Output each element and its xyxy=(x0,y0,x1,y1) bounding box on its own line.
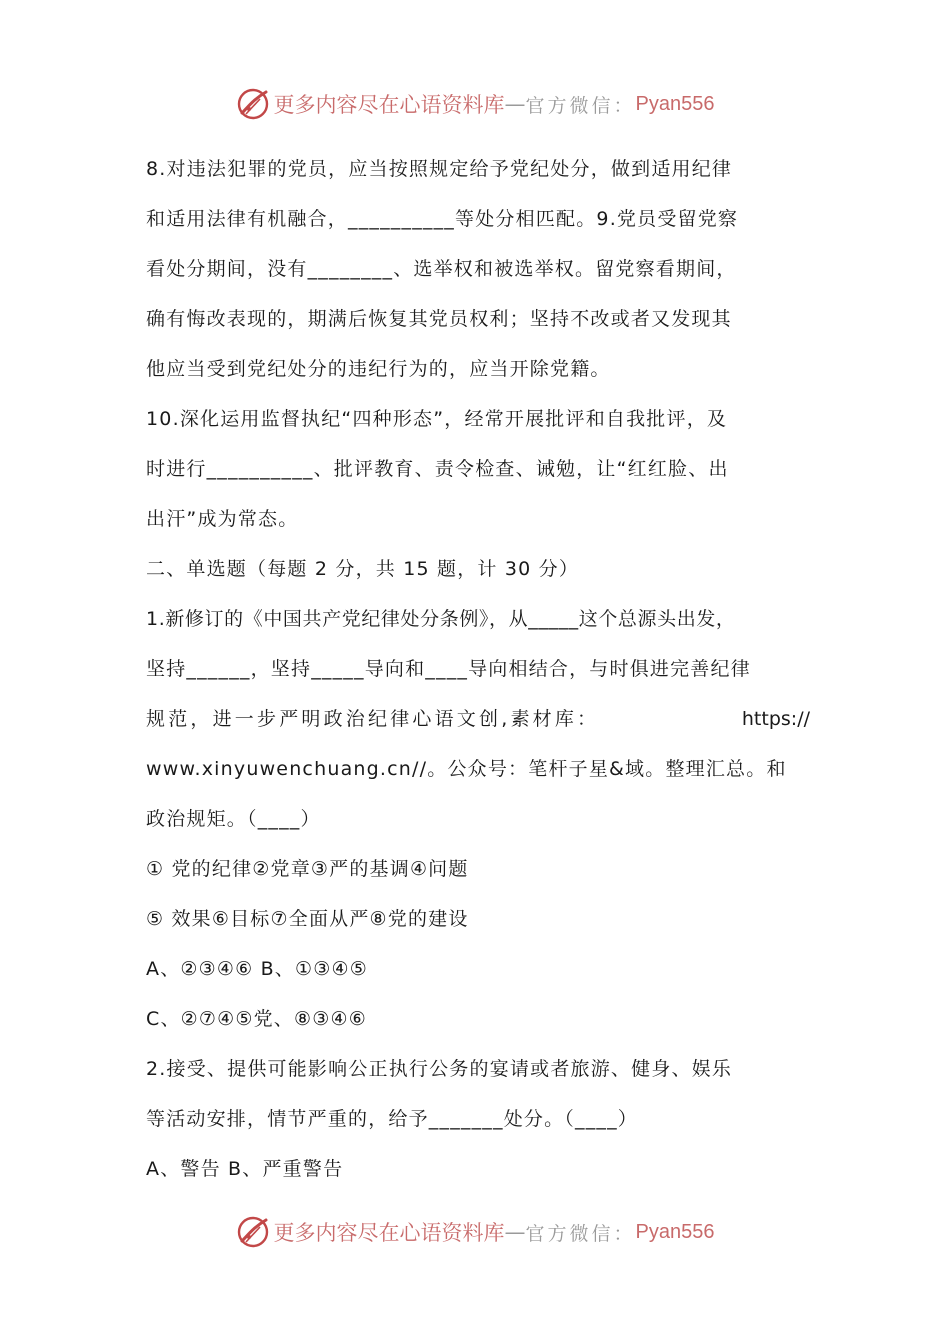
text-line: 时进行__________、批评教育、责令检查、诫勉，让“红红脸、出 xyxy=(146,458,729,480)
answer-options: C、②⑦④⑤党、⑧③④⑥ xyxy=(146,1008,367,1030)
url-fragment: https:// xyxy=(741,708,810,730)
document-body xyxy=(146,144,810,1194)
text-line: 确有悔改表现的，期满后恢复其党员权利；坚持不改或者又发现其 xyxy=(146,308,732,330)
option-key-line: ① 党的纪律②党章③严的基调④问题 xyxy=(146,858,469,880)
banner-wechat-id: Pyan556 xyxy=(635,1220,715,1243)
text-line: 等活动安排，情节严重的，给予_______处分。（____） xyxy=(146,1108,639,1130)
option-key-line: ⑤ 效果⑥目标⑦全面从严⑧党的建设 xyxy=(146,908,469,930)
banner-main-text: 更多内容尽在心语资料库 xyxy=(273,1221,505,1245)
text-line: 1.新修订的《中国共产党纪律处分条例》，从_____这个总源头出发， xyxy=(146,608,736,630)
answer-options: A、②③④⑥ B、①③④⑤ xyxy=(146,958,368,980)
footer-banner xyxy=(0,1212,950,1252)
text-line-left: 规范，进一步严明政治纪律心语文创,素材库： xyxy=(146,708,600,730)
text-line: 政治规矩。（____） xyxy=(146,808,321,830)
text-line: 和适用法律有机融合，__________等处分相匹配。9.党员受留党察 xyxy=(146,208,739,230)
banner-wechat-label: 官方微信： xyxy=(525,94,636,117)
banner-separator: — xyxy=(504,92,526,116)
text-line: 8.对违法犯罪的党员，应当按照规定给予党纪处分，做到适用纪律 xyxy=(146,158,733,180)
text-line: 看处分期间，没有________、选举权和被选举权。留党察看期间， xyxy=(146,258,737,280)
pen-logo-icon xyxy=(236,1215,270,1249)
banner-wechat-id: Pyan556 xyxy=(635,92,715,115)
text-line-justified xyxy=(146,694,810,744)
banner-main-text: 更多内容尽在心语资料库 xyxy=(273,93,505,117)
banner-wechat-label: 官方微信： xyxy=(525,1222,636,1245)
banner-separator: — xyxy=(504,1220,526,1244)
text-line: www.xinyuwenchuang.cn//。公众号：笔杆子星&域。整理汇总。和 xyxy=(146,758,787,780)
section-heading: 二、单选题（每题 2 分，共 15 题，计 30 分） xyxy=(146,558,580,580)
text-line: 坚持______，坚持_____导向和____导向相结合，与时俱进完善纪律 xyxy=(146,658,751,680)
text-line: 出汗”成为常态。 xyxy=(146,508,299,530)
answer-options: A、警告 B、严重警告 xyxy=(146,1158,344,1180)
header-banner xyxy=(0,84,950,124)
pen-logo-icon xyxy=(236,87,270,121)
text-line: 10.深化运用监督执纪“四种形态”，经常开展批评和自我批评，及 xyxy=(146,408,728,430)
text-line: 2.接受、提供可能影响公正执行公务的宴请或者旅游、健身、娱乐 xyxy=(146,1058,733,1080)
text-line: 他应当受到党纪处分的违纪行为的，应当开除党籍。 xyxy=(146,358,611,380)
